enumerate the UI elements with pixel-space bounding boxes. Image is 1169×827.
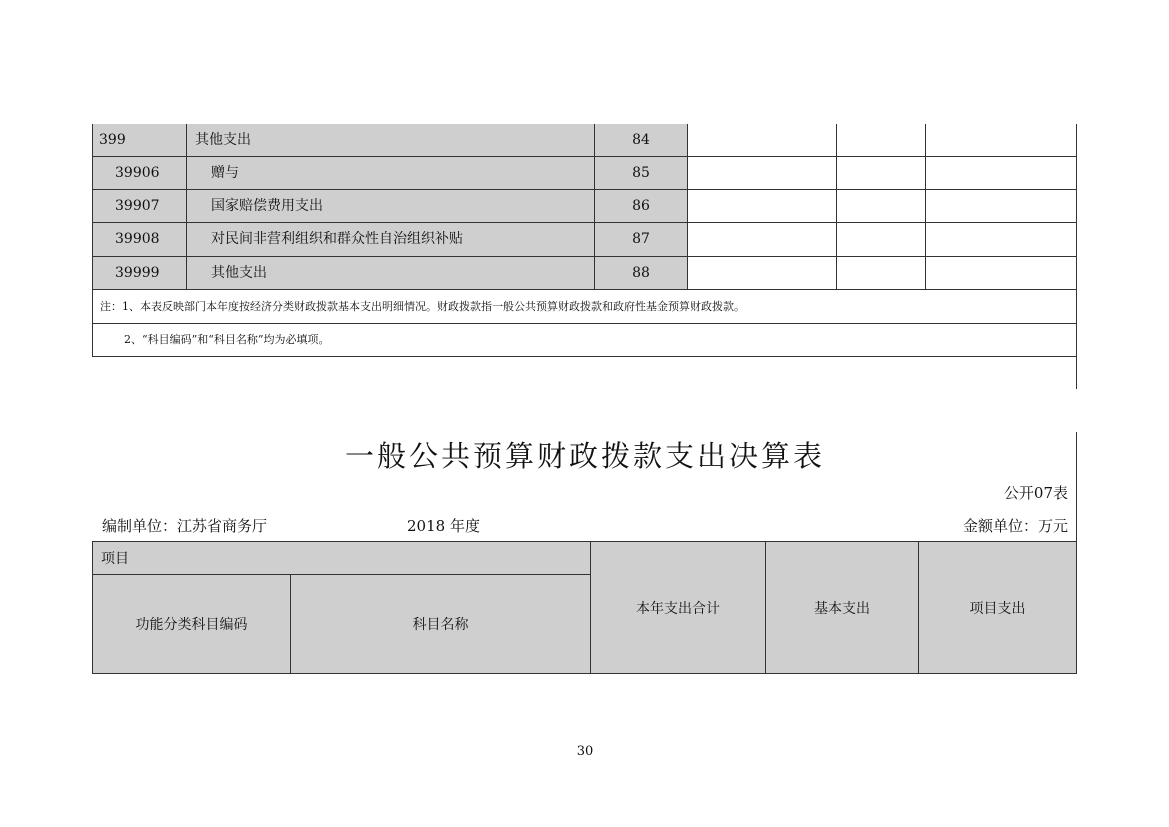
value-cell (837, 223, 926, 257)
subject-name-cell (187, 223, 595, 257)
subject-name: 国家赔偿费用支出 (211, 198, 323, 214)
total-column-header (591, 542, 766, 674)
value-cell (926, 124, 1077, 157)
value-cell (926, 157, 1077, 190)
table-note-1: 注：1、本表反映部门本年度按经济分类财政拨款基本支出明细情况。财政拨款指一般公共预算财政拨款和政府性基金预算财政拨款。 (100, 300, 745, 313)
value-cell (926, 223, 1077, 257)
page-title: 一般公共预算财政拨款支出决算表 (344, 439, 825, 473)
subject-name: 其他支出 (195, 132, 251, 148)
subject-name-cell (187, 190, 595, 223)
table-note-2: 2、“科目编码”和“科目名称”均为必填项。 (124, 333, 330, 346)
subject-name: 其他支出 (211, 265, 267, 281)
line-number-cell (595, 157, 688, 190)
name-column-label: 科目名称 (412, 617, 469, 633)
project-column-label: 项目支出 (969, 600, 1026, 617)
value-cell (837, 124, 926, 157)
basic-column-header (766, 542, 919, 674)
value-cell (688, 157, 837, 190)
compiling-unit: 编制单位：江苏省商务厅 (102, 517, 268, 535)
project-column-header (919, 542, 1077, 674)
project-header (93, 542, 591, 575)
line-number: 88 (632, 265, 650, 281)
subject-code: 39999 (115, 265, 160, 281)
basic-column-label: 基本支出 (814, 600, 870, 617)
subject-name: 对民间非营利组织和群众性自治组织补贴 (211, 231, 463, 247)
table-row (93, 223, 187, 257)
subject-name-cell (187, 257, 595, 290)
fiscal-year: 2018 年度 (407, 517, 480, 535)
line-number: 85 (632, 165, 650, 181)
line-number: 87 (632, 231, 650, 247)
table-number: 公开07表 (1003, 484, 1068, 502)
line-number: 86 (632, 198, 650, 214)
value-cell (688, 223, 837, 257)
value-cell (688, 257, 837, 290)
table-row (93, 190, 187, 223)
value-cell (837, 190, 926, 223)
total-column-label: 本年支出合计 (636, 600, 720, 617)
value-cell (688, 124, 837, 157)
line-number-cell (595, 190, 688, 223)
subject-code: 399 (99, 132, 126, 148)
subject-name: 赠与 (211, 165, 239, 181)
line-number-cell (595, 257, 688, 290)
value-cell (837, 257, 926, 290)
subject-code: 39907 (115, 198, 160, 214)
value-cell (837, 157, 926, 190)
line-number-cell (595, 223, 688, 257)
page-number: 30 (576, 744, 594, 759)
line-number-cell (595, 124, 688, 157)
code-column-header (93, 575, 291, 674)
table-row (93, 257, 187, 290)
subject-name-cell (187, 157, 595, 190)
code-column-label: 功能分类科目编码 (135, 617, 248, 633)
subject-code: 39906 (115, 165, 160, 181)
name-column-header (291, 575, 591, 674)
table-row (93, 124, 187, 157)
value-cell (926, 190, 1077, 223)
project-label: 项目 (101, 551, 129, 567)
table-row (93, 157, 187, 190)
amount-unit: 金额单位：万元 (962, 517, 1068, 535)
value-cell (926, 257, 1077, 290)
value-cell (688, 190, 837, 223)
subject-code: 39908 (115, 231, 160, 247)
subject-name-cell (187, 124, 595, 157)
line-number: 84 (632, 132, 650, 148)
